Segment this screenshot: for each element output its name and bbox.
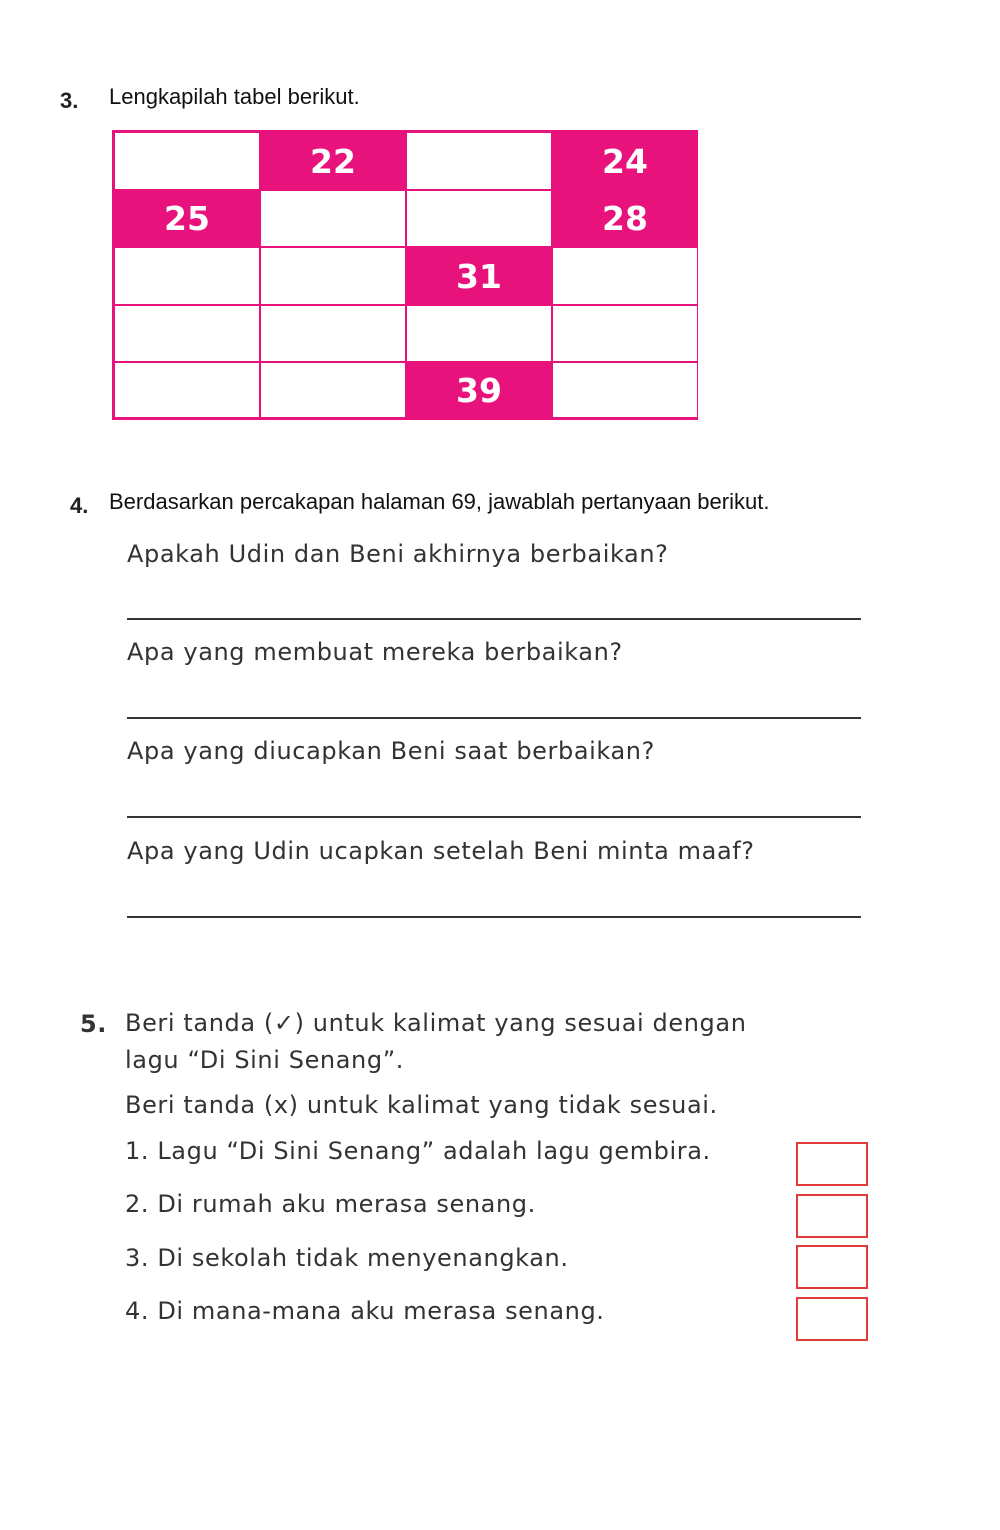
answer-input-3[interactable] bbox=[127, 784, 861, 818]
cell-input[interactable] bbox=[553, 247, 697, 305]
question-4-number: 4. bbox=[70, 493, 89, 518]
table-cell[interactable] bbox=[260, 190, 406, 247]
cell-input[interactable] bbox=[115, 247, 259, 305]
cell-input[interactable] bbox=[407, 132, 551, 190]
statement-1-checkbox[interactable] bbox=[796, 1142, 868, 1186]
question-3-instruction: Lengkapilah tabel berikut. bbox=[109, 84, 360, 109]
cell-input[interactable] bbox=[261, 190, 405, 247]
table-cell[interactable] bbox=[114, 247, 260, 305]
statement-4: 4. Di mana-mana aku merasa senang. bbox=[125, 1297, 605, 1325]
table-cell-given: 24 bbox=[552, 132, 698, 190]
cell-input[interactable] bbox=[553, 305, 697, 362]
table-cell[interactable] bbox=[406, 190, 552, 247]
question-4-3: Apa yang diucapkan Beni saat berbaikan? bbox=[127, 737, 655, 765]
question-5-number: 5. bbox=[80, 1010, 108, 1038]
answer-input-4[interactable] bbox=[127, 884, 861, 918]
cell-input[interactable] bbox=[407, 190, 551, 247]
cell-input[interactable] bbox=[261, 362, 405, 418]
cell-input[interactable] bbox=[553, 362, 697, 418]
question-4-instruction: Berdasarkan percakapan halaman 69, jawablah pertanyaan berikut. bbox=[109, 489, 770, 514]
table-cell-given: 22 bbox=[260, 132, 406, 190]
question-4-2: Apa yang membuat mereka berbaikan? bbox=[127, 638, 623, 666]
question-5-instruction-line1: Beri tanda (✓) untuk kalimat yang sesuai dengan bbox=[125, 1009, 747, 1037]
number-table bbox=[112, 130, 698, 420]
table-cell-given: 31 bbox=[406, 247, 552, 305]
statement-3-checkbox[interactable] bbox=[796, 1245, 868, 1289]
question-5-instruction-line2: lagu “Di Sini Senang”. bbox=[125, 1046, 404, 1074]
table-cell[interactable] bbox=[114, 132, 260, 190]
table-cell[interactable] bbox=[260, 362, 406, 418]
cell-input[interactable] bbox=[407, 305, 551, 362]
table-cell[interactable] bbox=[114, 362, 260, 418]
table-cell-given: 28 bbox=[552, 190, 698, 247]
statement-2-checkbox[interactable] bbox=[796, 1194, 868, 1238]
statement-4-checkbox[interactable] bbox=[796, 1297, 868, 1341]
cell-input[interactable] bbox=[115, 362, 259, 418]
question-3-number: 3. bbox=[60, 88, 79, 113]
cell-input[interactable] bbox=[115, 305, 259, 362]
table-cell[interactable] bbox=[260, 305, 406, 362]
table-cell[interactable] bbox=[552, 305, 698, 362]
question-4-1: Apakah Udin dan Beni akhirnya berbaikan? bbox=[127, 540, 669, 568]
cell-input[interactable] bbox=[261, 305, 405, 362]
question-5-instruction-line3: Beri tanda (x) untuk kalimat yang tidak sesuai. bbox=[125, 1091, 718, 1119]
cell-input[interactable] bbox=[115, 132, 259, 190]
answer-input-1[interactable] bbox=[127, 586, 861, 620]
table-cell-given: 25 bbox=[114, 190, 260, 247]
table-cell[interactable] bbox=[260, 247, 406, 305]
table-cell-given: 39 bbox=[406, 362, 552, 418]
statement-2: 2. Di rumah aku merasa senang. bbox=[125, 1190, 536, 1218]
answer-input-2[interactable] bbox=[127, 685, 861, 719]
statement-3: 3. Di sekolah tidak menyenangkan. bbox=[125, 1244, 569, 1272]
table-cell[interactable] bbox=[406, 132, 552, 190]
cell-input[interactable] bbox=[261, 247, 405, 305]
table-cell[interactable] bbox=[552, 362, 698, 418]
table-cell[interactable] bbox=[114, 305, 260, 362]
table-cell[interactable] bbox=[406, 305, 552, 362]
table-cell[interactable] bbox=[552, 247, 698, 305]
statement-1: 1. Lagu “Di Sini Senang” adalah lagu gembira. bbox=[125, 1137, 711, 1165]
question-4-4: Apa yang Udin ucapkan setelah Beni minta maaf? bbox=[127, 837, 755, 865]
